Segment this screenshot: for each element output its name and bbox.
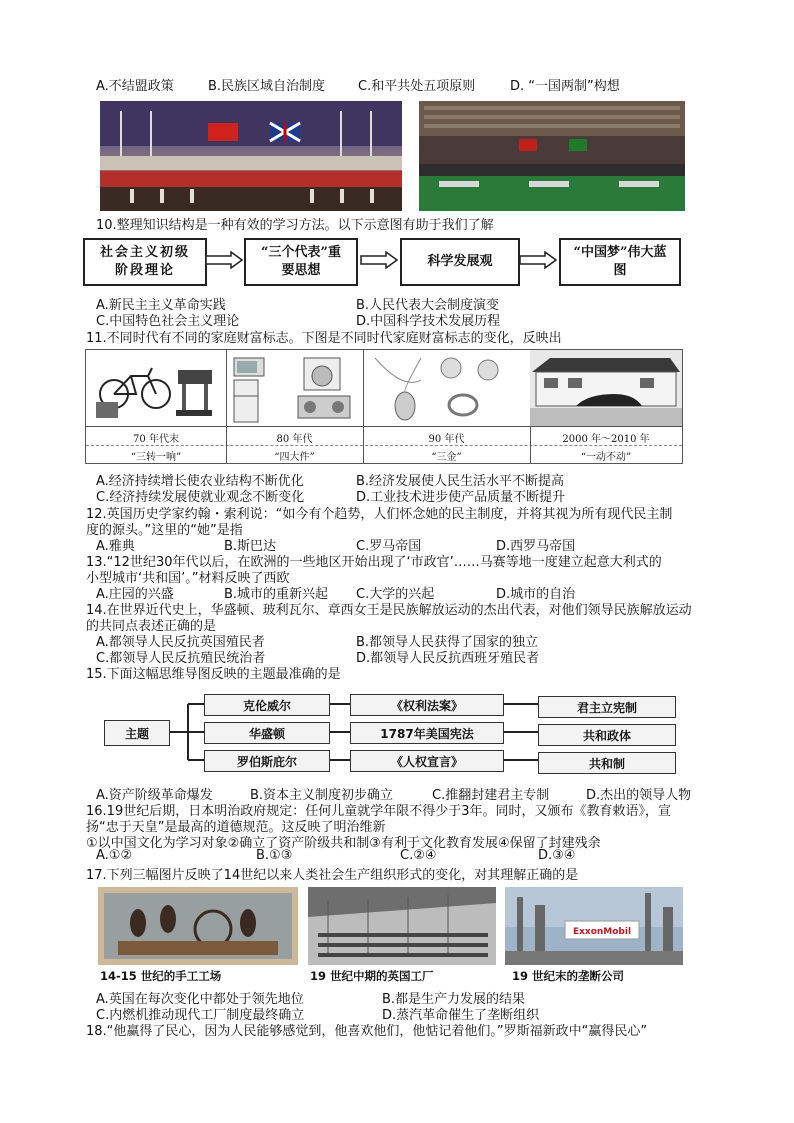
wealth-cell-2000s	[530, 350, 682, 463]
q16-stem-line1: 16.19世纪后期，日本明治政府规定：任何儿童就学年限不得少于3年。同时，又颁布《教育敕语》，宣	[86, 804, 671, 819]
q14-option-d: D.都领导人民反抗西班牙殖民者	[356, 651, 540, 666]
q16-stem-line2: 扬“忠于天皇”是最高的道德规范。这反映了明治维新	[86, 820, 386, 835]
q14-option-a: A.都领导人民反抗英国殖民者	[96, 635, 265, 650]
era-label: 70 年代末	[133, 434, 179, 445]
q17-option-a: A.英国在每次变化中都处于领先地位	[96, 992, 304, 1007]
q10-stem: 10.整理知识结构是一种有效的学习方法。以下示意图有助于我们了解	[96, 218, 494, 233]
document-label: 《权利法案》	[390, 698, 463, 713]
era-label: 80 年代	[276, 434, 313, 445]
q14-option-c: C.都领导人民反抗殖民统治者	[96, 651, 266, 666]
era-tag: “一动不动”	[580, 452, 632, 463]
q15-option-d: D.杰出的领导人物	[586, 788, 692, 803]
q18-stem: 18.“他赢得了民心，因为人民能够感觉到，他喜欢他们，他惦记着他们。”罗斯福新政中“赢得民心”	[86, 1024, 648, 1039]
q10-box-2	[244, 238, 358, 286]
q9-option-a: A.不结盟政策	[96, 79, 174, 94]
q9-option-b: B.民族区域自治制度	[208, 79, 326, 94]
q13-option-d: D.城市的自治	[496, 587, 576, 602]
system-label: 共和制	[588, 756, 625, 771]
system-label: 君主立宪制	[576, 700, 637, 715]
q9-option-c: C.和平共处五项原则	[358, 79, 476, 94]
arrow-right-icon	[205, 251, 243, 269]
mind-map-leader-1	[204, 694, 330, 716]
handover-ceremony-photo-1	[100, 101, 402, 211]
q10-option-a: A.新民主主义革命实践	[96, 298, 226, 313]
mind-map-system-1	[538, 696, 676, 718]
q10-option-d: D.中国科学技术发展历程	[356, 314, 501, 329]
caption-factory: 19 世纪中期的英国工厂	[310, 969, 434, 983]
q13-option-c: C.大学的兴起	[356, 587, 435, 602]
q12-stem-line2: 度的源头。”这里的“她”是指	[86, 523, 243, 538]
workshop-photo	[98, 887, 298, 965]
era-tag: “三转一响”	[130, 452, 182, 463]
refinery-illustration	[505, 887, 683, 965]
house-car-icon	[530, 350, 682, 426]
q12-option-a: A.雅典	[96, 539, 135, 554]
arrow-right-icon	[519, 251, 557, 269]
era-tag: “三金”	[431, 452, 462, 463]
workshop-illustration	[98, 887, 298, 965]
q13-option-a: A.庄园的兴盛	[96, 587, 174, 602]
era-label: 2000 年～2010 年	[562, 434, 650, 445]
mind-map-document-2	[350, 722, 504, 744]
q17-stem: 17.下列三幅图片反映了14世纪以来人类社会生产组织形式的变化，对其理解正确的是	[86, 868, 579, 883]
caption-workshop: 14-15 世纪的手工工场	[100, 969, 222, 983]
q16-stem-line3: ①以中国文化为学习对象②确立了资产阶级共和制③有利于文化教育发展④保留了封建残余	[86, 836, 601, 851]
q15-option-c: C.推翻封建君主专制	[432, 788, 550, 803]
wealth-table	[85, 349, 683, 464]
factory-illustration	[308, 887, 496, 965]
q16-option-a: A.①②	[96, 848, 133, 863]
exxonmobil-logo: ExxonMobil	[572, 927, 632, 937]
leader-label: 克伦威尔	[242, 698, 291, 713]
q16-option-d: D.③④	[538, 848, 576, 863]
ceremony-hall-illustration	[419, 101, 685, 211]
era-label: 90 年代	[428, 434, 465, 445]
document-label: 《人权宣言》	[390, 754, 463, 769]
jewelry-icon	[363, 350, 530, 426]
q13-stem-line1: 13.“12世纪30年代以后，在欧洲的一些地区开始出现了‘市政官’……马赛等地一度建立起意大利式的	[86, 555, 662, 570]
system-label: 共和政体	[582, 728, 631, 743]
bicycle-sewing-machine-icon	[86, 350, 226, 426]
q16-option-c: C.②④	[400, 848, 437, 863]
q10-box-1-text: 社会主义初级阶段理论	[99, 245, 190, 278]
appliances-icon	[226, 350, 363, 426]
mind-map-leader-2	[204, 722, 330, 744]
q15-stem: 15.下面这幅思维导图反映的主题最准确的是	[86, 667, 341, 682]
q14-stem-line1: 14.在世界近代史上，华盛顿、玻利瓦尔、章西女王是民族解放运动的杰出代表，对他们领导民族解放运动	[86, 603, 692, 618]
mind-map-system-3	[538, 752, 676, 774]
wealth-cell-70s	[86, 350, 227, 463]
q11-option-b: B.经济发展使人民生活水平不断提高	[356, 474, 565, 489]
q13-option-b: B.城市的重新兴起	[224, 587, 329, 602]
q12-option-c: C.罗马帝国	[356, 539, 422, 554]
q9-option-d: D. “一国两制”构想	[510, 79, 620, 94]
q11-option-c: C.经济持续发展使就业观念不断变化	[96, 490, 305, 505]
ceremony-stage-illustration	[100, 101, 402, 211]
q10-option-b: B.人民代表大会制度演变	[356, 298, 500, 313]
q17-option-d: D.蒸汽革命催生了垄断组织	[382, 1008, 540, 1023]
q12-option-b: B.斯巴达	[224, 539, 277, 554]
q13-stem-line2: 小型城市‘共和国’。”材料反映了西欧	[86, 571, 290, 586]
factory-photo	[308, 887, 496, 965]
q10-box-3-text: 科学发展观	[427, 254, 493, 269]
q11-option-a: A.经济持续增长使农业结构不断优化	[96, 474, 304, 489]
era-tag: “四大件”	[274, 452, 315, 463]
q10-box-4-text: “中国梦”伟大蓝图	[573, 245, 667, 278]
caption-monopoly: 19 世纪末的垄断公司	[512, 969, 625, 983]
q10-option-c: C.中国特色社会主义理论	[96, 314, 240, 329]
mind-map	[104, 690, 678, 776]
q15-option-a: A.资产阶级革命爆发	[96, 788, 213, 803]
leader-label: 华盛顿	[248, 726, 285, 741]
q11-option-d: D.工业技术进步使产品质量不断提升	[356, 490, 566, 505]
q14-stem-line2: 的共同点表述正确的是	[86, 619, 217, 634]
q17-option-c: C.内燃机推动现代工厂制度最终确立	[96, 1008, 305, 1023]
q12-option-d: D.西罗马帝国	[496, 539, 576, 554]
q10-box-4	[559, 238, 681, 286]
q10-box-2-text: “三个代表”重要思想	[261, 245, 341, 278]
wealth-cell-80s	[226, 350, 364, 463]
refinery-photo	[505, 887, 683, 965]
mind-map-root	[104, 720, 170, 746]
q15-option-b: B.资本主义制度初步确立	[250, 788, 394, 803]
document-label: 1787年美国宪法	[380, 726, 474, 741]
mind-map-leader-3	[204, 750, 330, 772]
mind-map-document-1	[350, 694, 504, 716]
q17-option-b: B.都是生产力发展的结果	[382, 992, 526, 1007]
q12-stem-line1: 12.英国历史学家约翰・索利说：“如今有个趋势，人们怀念她的民主制度，并将其视为所有现代民主制	[86, 507, 673, 522]
q10-box-1	[83, 238, 207, 286]
arrow-right-icon	[360, 251, 398, 269]
wealth-cell-90s	[363, 350, 531, 463]
mind-map-document-3	[350, 750, 504, 772]
handover-ceremony-photo-2	[419, 101, 685, 211]
mind-map-root-label: 主题	[124, 726, 149, 741]
leader-label: 罗伯斯庇尔	[236, 754, 297, 769]
q16-option-b: B.①③	[256, 848, 293, 863]
mind-map-system-2	[538, 724, 676, 746]
q14-option-b: B.都领导人民获得了国家的独立	[356, 635, 539, 650]
q10-box-3	[400, 238, 520, 286]
q11-stem: 11.不同时代有不同的家庭财富标志。下图是不同时代家庭财富标志的变化，反映出	[86, 331, 562, 346]
